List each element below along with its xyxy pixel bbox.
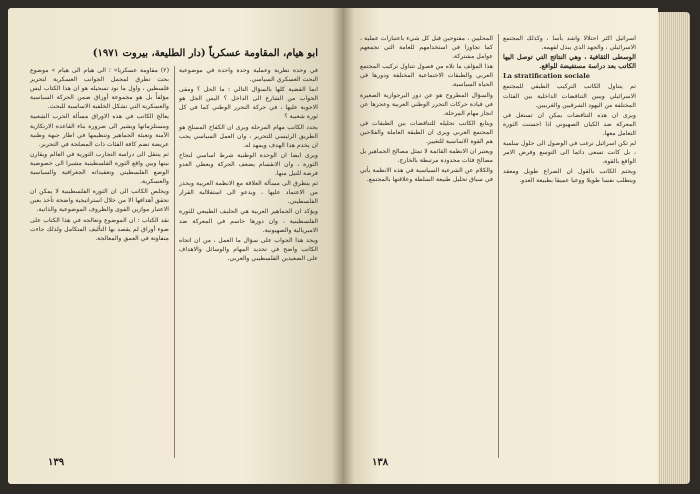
paragraph: ويرى ايضا ان الوحدة الوطنية شرط اساسي لنجاح الثورة ، وان الانقسام يضعف الحركة ويعطي العدو فرصة للنيل منها. xyxy=(179,151,318,178)
paragraph: في وحدة نظرية وعملية وحدة واحدة في موضوعية البحث العسكري السياسي. xyxy=(179,67,318,84)
page-number: ١٣٩ xyxy=(48,457,65,468)
paragraph: انما القضية كلها بالسؤال التالي : ما الحل ؟ ومقى الجواب من الشارع الى الداخل ؟ اليس الحل هو الاجوبة عليها ، في حركة التحرر الوطني كما في كل ثورة شعبية ؟ xyxy=(179,86,318,121)
paragraph: والسؤال المطروح هو عن دور البرجوازية الصغيرة في قيادة حركات التحرر الوطني العربية وعجزها عن انجاز مهام المرحلة. xyxy=(360,91,493,117)
text-columns xyxy=(30,66,318,458)
foreign-term: La stratification sociale xyxy=(503,72,590,81)
paragraph: ويتابع الكاتب تحليله للتناقضات بين الطبقات في المجتمع العربي ويرى ان الطبقة العاملة والفلاحين هم القوة الاساسية للتغيير. xyxy=(360,119,493,146)
page-header: ابو هيام، المقاومة عسكرياً (دار الطليعة، بيروت ١٩٧١) xyxy=(92,48,318,59)
paragraph: ويرى ان هذه التناقضات يمكن ان تستغل في المعركة ضد الكيان الصهيوني اذا احسنت الثورة التعامل معها. xyxy=(503,111,636,137)
paragraph: ويجد هذا الجواب على سؤال ما العمل ، من ان اتجاه الكاتب واضح في تحديد المهام والوسائل والاهداف على الصعيدين الفلسطيني والعربي. xyxy=(179,236,318,262)
paragraph: نقد الكتاب : ان الموضوع وتعالجه في هذا الكتاب على ضوء أوراق لم يقصد بها التأليف المتكامل ولذلك جاءت متفاوتة في العمق والمعالجة. xyxy=(30,216,169,242)
paragraph: ويعتبر ان الانظمة القائمة لا تمثل مصالح الجماهير بل مصالح فئات محدودة مرتبطة بالخارج. xyxy=(360,148,493,165)
text-columns xyxy=(360,34,636,458)
page-number: ١٣٨ xyxy=(372,457,389,468)
page-edges xyxy=(658,12,690,484)
right-page xyxy=(342,8,658,484)
paragraph: هذا المؤلف ما تلاه من فصول تتناول تركيب المجتمع العربي والطبقات الاجتماعية المختلفة ودورها في الحياة السياسية. xyxy=(360,63,493,89)
paragraph: (٢) مقاومة عسكريا» ؛ الى هيام الى هيام » موضوع بحث تطرق لمجمل الجوانب العسكرية لتحرير فلسطين ، واول ما نود تسجيله هو ان هذا الكتاب ليس مؤلفاً بل هو مجموعة أوراق ضمن الحركة السياسية والعسكرية التي تشكل الخلفية الاساسية للبحث. xyxy=(30,67,169,111)
paragraph: ثم يتناول الكاتب التركيب الطبقي للمجتمع الاسرائيلي ويبين التناقضات الداخلية بين الفئات المختلفة من اليهود الشرقيين والغربيين. xyxy=(503,83,636,109)
right-column xyxy=(360,34,493,458)
right-column xyxy=(30,66,169,458)
paragraph: والكلام عن الشرعية السياسية في هذه الانظمة يأتي في سياق تحليل طبيعة السلطة وعلاقتها بالمجتمع. xyxy=(360,167,493,184)
paragraph: المحليين ، مفتوحين قبل كل شيء باعتبارات عملية ، كما تجاوزا في استخدامهم للعامة التي تجمعهم عوامل مشتركة. xyxy=(360,35,493,61)
left-column xyxy=(503,34,636,458)
book-gutter xyxy=(332,8,354,484)
paragraph: ثم يتطرق الى مسألة العلاقة مع الانظمة العربية ويحذر من الاعتماد عليها ، ويدعو الى استقلالية القرار الفلسطيني. xyxy=(179,180,318,206)
left-column xyxy=(179,66,318,458)
section-heading: الوسطى الثقافية ، وهي النتائج التي توصل اليها الكاتب بعد دراسة مستفيضة للواقع. xyxy=(503,53,636,71)
paragraph: ويختم الكاتب بالقول ان الصراع طويل ومعقد ويتطلب نفسا طويلا ووعيا عميقا بطبيعة العدو. xyxy=(503,168,636,185)
paragraph: ويخلص الكاتب الى ان الثورة الفلسطينية لا يمكن ان تحقق أهدافها الا من خلال استراتيجية واضحة تأخذ بعين الاعتبار موازين القوى والظروف الموضوعية والذاتية. xyxy=(30,188,169,214)
paragraph: ثم ينتقل الى دراسة التجارب الثورية في العالم ويقارن بينها وبين واقع الثورة الفلسطينية مشيرا الى خصوصية الوضع الفلسطيني وتعقيداته الجغرافية والسياسية والعسكرية. xyxy=(30,150,169,186)
paragraph: اسرائيل اكثر احتلالا واشد بأسا ، وكذلك المجتمع الاسرائيلي ، والجهد الذي يبذل لفهمه. xyxy=(503,35,636,52)
paragraph: يعالج الكاتب في هذه الاوراق مسألة الحرب الشعبية ومستلزماتها ويشير الى ضرورة بناء القاعدة الارتكازية الآمنة وتعبئة الجماهير وتنظيمها في اطار جبهة وطنية عريضة تضم كافة الفئات ذات المصلحة في التحرير. xyxy=(30,113,169,148)
paragraph: يحدد الكاتب مهام المرحلة ويرى ان الكفاح المسلح هو الطريق الرئيسي للتحرير ، وان العمل السياسي يجب ان يخدم هذا الهدف ويمهد له. xyxy=(179,123,318,149)
paragraph: لم تكن اسرائيل ترغب في الوصول الى حلول سلمية ، بل كانت تسعى دائما الى التوسع وفرض الامر الواقع بالقوة. xyxy=(503,140,636,166)
paragraph: ويؤكد ان الجماهير العربية هي الحليف الطبيعي للثورة الفلسطينية ، وان دورها حاسم في المعركة ضد الامبريالية والصهيونية. xyxy=(179,208,318,234)
left-page xyxy=(8,8,342,484)
